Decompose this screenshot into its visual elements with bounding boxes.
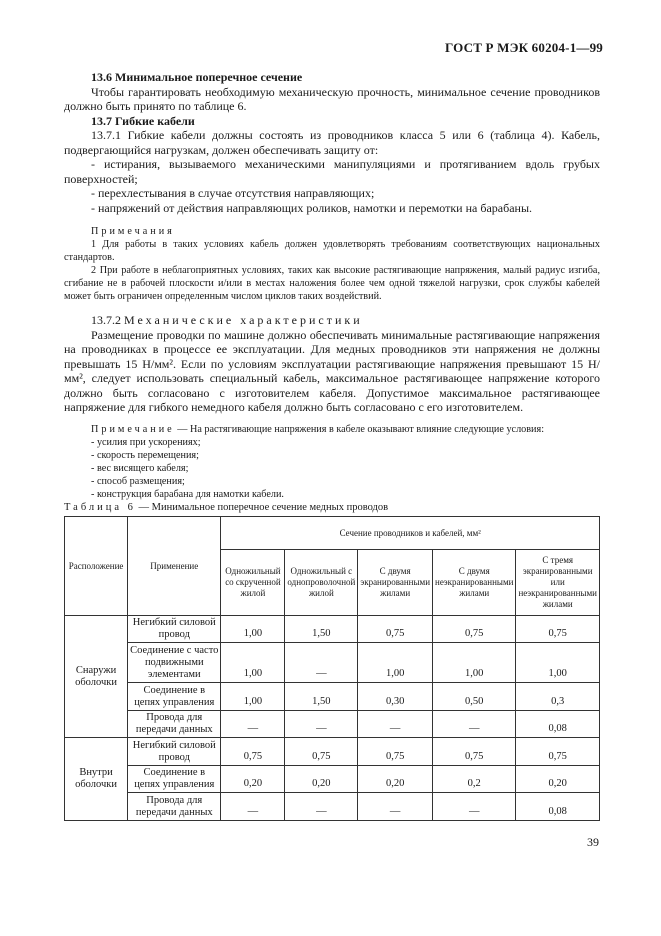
section-13-7-title: 13.7 Гибкие кабели xyxy=(91,113,195,128)
value-cell: — xyxy=(285,711,358,738)
value-cell: 1,00 xyxy=(433,643,516,683)
application-cell: Соединение с часто подвижными элементами xyxy=(128,643,221,683)
value-cell: — xyxy=(433,793,516,821)
value-cell: — xyxy=(358,711,433,738)
value-cell: — xyxy=(285,793,358,821)
application-cell: Провода для передачи данных xyxy=(128,711,221,738)
header-application: Применение xyxy=(128,517,221,616)
note-1: 1 Для работы в таких условиях кабель должен удовлетворять требованиям соответствующих национальных стандартов. xyxy=(64,239,600,263)
list-item: - напряжений от действия направляющих роликов, намотки и перемотки на барабаны. xyxy=(91,200,533,215)
location-cell: Внутри оболочки xyxy=(65,738,128,821)
application-cell: Провода для передачи данных xyxy=(128,793,221,821)
value-cell: — xyxy=(221,793,285,821)
value-cell: 0,20 xyxy=(516,766,600,793)
notes-title: Примечания xyxy=(91,226,175,237)
value-cell: 1,50 xyxy=(285,683,358,711)
table-row xyxy=(65,616,600,643)
value-cell: 0,75 xyxy=(433,616,516,643)
cross-section-table xyxy=(64,516,600,821)
value-cell: 1,00 xyxy=(221,683,285,711)
section-13-6-text: Чтобы гарантировать необходимую механическую прочность, минимальное сечение проводников должно быть принято по таблице 6. xyxy=(64,84,600,113)
value-cell: 0,20 xyxy=(358,766,433,793)
note-2: 2 При работе в неблагоприятных условиях, таких как высокие растягивающие напряжения, малый радиус изгиба, сгибание не в рабочей плоскости и/или в местах наложения более чем одной тяжелой нагрузки, срок службы кабелей может быть ограничен определенным числом циклов таких воздействий. xyxy=(64,265,600,302)
value-cell: 0,2 xyxy=(433,766,516,793)
value-cell: 0,75 xyxy=(516,616,600,643)
value-cell: — xyxy=(358,793,433,821)
header-cross-section: Сечение проводников и кабелей, мм² xyxy=(221,517,600,550)
value-cell: 0,3 xyxy=(516,683,600,711)
mech-note-list xyxy=(64,436,600,501)
mech-note xyxy=(64,423,600,436)
value-cell: 0,20 xyxy=(285,766,358,793)
subheader: Одножильный со скрученной жилой xyxy=(221,550,285,616)
application-cell: Соединение в цепях управления xyxy=(128,766,221,793)
application-cell: Негибкий силовой провод xyxy=(128,616,221,643)
protection-list xyxy=(64,157,600,215)
list-item: - способ размещения; xyxy=(91,475,185,487)
value-cell: 0,75 xyxy=(221,738,285,766)
table-row xyxy=(65,643,600,683)
application-cell: Соединение в цепях управления xyxy=(128,683,221,711)
table-row xyxy=(65,683,600,711)
section-13-7-2-number: 13.7.2 xyxy=(91,313,121,327)
section-13-7-2-heading xyxy=(64,313,600,328)
value-cell: — xyxy=(433,711,516,738)
location-cell: Снаружи оболочки xyxy=(65,616,128,738)
list-item: - скорость перемещения; xyxy=(91,449,199,461)
value-cell: 0,75 xyxy=(516,738,600,766)
value-cell: 0,08 xyxy=(516,711,600,738)
value-cell: 1,00 xyxy=(221,616,285,643)
standard-header: ГОСТ Р МЭК 60204-1—99 xyxy=(444,40,603,55)
value-cell: 1,00 xyxy=(358,643,433,683)
content-body xyxy=(64,70,600,514)
value-cell: 0,30 xyxy=(358,683,433,711)
subheader: Одножильный с однопроволочной жилой xyxy=(285,550,358,616)
value-cell: 1,00 xyxy=(221,643,285,683)
page-number: 39 xyxy=(587,835,599,849)
mech-note-text: — На растягивающие напряжения в кабеле оказывают влияние следующие условия: xyxy=(174,423,545,435)
list-item: - конструкция барабана для намотки кабели. xyxy=(91,488,284,500)
table-row xyxy=(65,738,600,766)
value-cell: 1,00 xyxy=(516,643,600,683)
table-row xyxy=(65,793,600,821)
value-cell: 0,50 xyxy=(433,683,516,711)
subheader: С двумя экранированными жилами xyxy=(358,550,433,616)
table-caption-text: — Минимальное поперечное сечение медных проводов xyxy=(135,501,389,513)
subheader: С тремя экранированными или неэкранированными жилами xyxy=(516,550,600,616)
list-item: - истирания, вызываемого механическими манипуляциями и протягиванием вдоль грубых поверхностей; xyxy=(64,157,600,186)
subheader: С двумя неэкранированными жилами xyxy=(433,550,516,616)
section-13-6-title: 13.6 Минимальное поперечное сечение xyxy=(91,70,303,84)
list-item: - вес висящего кабеля; xyxy=(91,462,189,474)
value-cell: 0,08 xyxy=(516,793,600,821)
header-location: Расположение xyxy=(65,517,128,616)
mech-note-label: Примечание xyxy=(91,423,175,435)
value-cell: 0,75 xyxy=(433,738,516,766)
section-13-7-2-text: Размещение проводки по машине должно обеспечивать минимальные растягивающие напряжения на проводниках в процессе ее эксплуатации. Для медных проводников эти напряжения не должны превышать 15 Н/мм². Если по условиям эксплуатации растягивающие напряжения превышают 15 Н/мм², следует использовать специальный кабель, максимальное растягивающее напряжение которого должно быть согласовано с изготовителем кабеля. Допустимое максимальное растягивающее напряжение для гибкого немедного кабеля должно быть согласовано с его изготовителем. xyxy=(64,327,600,414)
table-row xyxy=(65,711,600,738)
table-row xyxy=(65,766,600,793)
value-cell: 0,20 xyxy=(221,766,285,793)
value-cell: 0,75 xyxy=(358,616,433,643)
list-item: - перехлестывания в случае отсутствия направляющих; xyxy=(91,186,375,200)
value-cell: — xyxy=(285,643,358,683)
list-item: - усилия при ускорениях; xyxy=(91,436,201,448)
value-cell: 0,75 xyxy=(285,738,358,766)
value-cell: 1,50 xyxy=(285,616,358,643)
value-cell: 0,75 xyxy=(358,738,433,766)
table-caption xyxy=(64,501,600,514)
section-13-7-2-title: Механические характеристики xyxy=(124,313,363,327)
application-cell: Негибкий силовой провод xyxy=(128,738,221,766)
section-13-7-1-text: 13.7.1 Гибкие кабели должны состоять из проводников класса 5 или 6 (таблица 4). Кабель, подвергающийся нагрузкам, должен обеспечивать защиту от: xyxy=(64,128,600,157)
value-cell: — xyxy=(221,711,285,738)
table-caption-label: Таблица 6 xyxy=(64,501,136,513)
